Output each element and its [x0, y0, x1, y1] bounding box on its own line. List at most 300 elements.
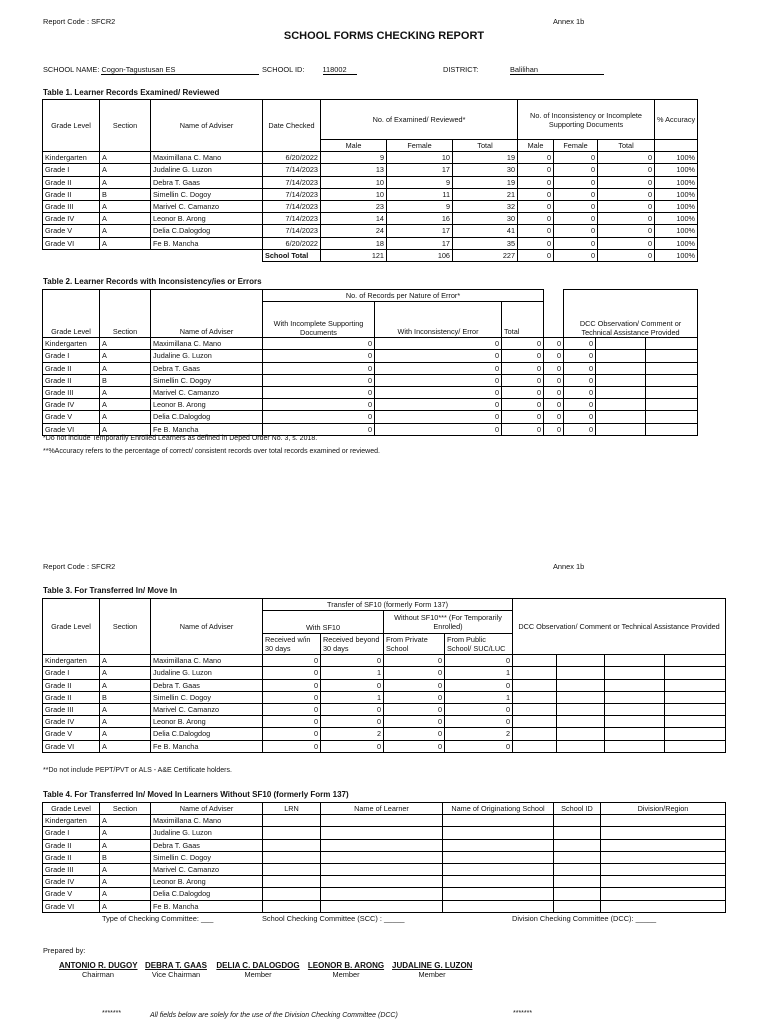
blank-cell [443, 888, 554, 900]
t2-h-nature: No. of Records per Nature of Error* [263, 290, 544, 302]
date-cell: 7/14/2023 [263, 176, 321, 188]
blank-cell [557, 667, 605, 679]
table-row [43, 716, 726, 728]
value-cell-c: 0 [384, 740, 445, 752]
blank-cell [557, 655, 605, 667]
school-name-value: Cogon-Tagustusan ES [101, 65, 259, 75]
adviser-cell: Simellin C. Dogoy [151, 188, 263, 200]
grade-cell: Grade II [43, 176, 100, 188]
district-label: DISTRICT: [443, 65, 479, 74]
value-cell-m: 10 [321, 176, 387, 188]
value-cell-v1: 0 [263, 386, 375, 398]
table-row [43, 423, 698, 435]
table2-caption: Table 2. Learner Records with Inconsistency/ies or Errors [43, 277, 262, 286]
blank-cell [646, 411, 698, 423]
value-cell-if: 0 [554, 237, 598, 249]
value-cell-m: 10 [321, 188, 387, 200]
section-cell: B [100, 188, 151, 200]
blank-cell [601, 839, 726, 851]
adviser-cell: Debra T. Gaas [151, 679, 263, 691]
blank-cell [321, 900, 443, 912]
value-cell-v4: 0 [544, 411, 564, 423]
value-cell-it: 0 [598, 225, 655, 237]
value-cell-a: 0 [263, 728, 321, 740]
table-row [43, 839, 726, 851]
section-cell: A [100, 423, 151, 435]
section-cell: A [100, 399, 151, 411]
value-cell-b: 1 [321, 691, 384, 703]
signatory-name: JUDALINE G. LUZON [392, 961, 473, 970]
t2-h-total: Total [502, 302, 544, 338]
value-cell-acc: 100% [655, 164, 698, 176]
adviser-cell: Marivel C. Camanzo [151, 863, 263, 875]
committee-dcc: Division Checking Committee (DCC): _____ [512, 914, 657, 923]
value-cell-c: 0 [384, 679, 445, 691]
value-cell-f: 11 [387, 188, 453, 200]
blank-cell [263, 851, 321, 863]
footer-stars-left: ******* [102, 1010, 122, 1017]
table-row [43, 338, 698, 350]
adviser-cell: Delia C.Dalogdog [151, 888, 263, 900]
adviser-cell: Judaline G. Luzon [151, 667, 263, 679]
grade-cell: Grade I [43, 164, 100, 176]
grade-cell: Grade IV [43, 716, 100, 728]
value-cell-v1: 0 [263, 338, 375, 350]
value-cell-v1: 0 [263, 423, 375, 435]
signatory-role: Vice Chairman [151, 970, 201, 979]
value-cell-it: 0 [598, 188, 655, 200]
blank-cell [601, 815, 726, 827]
annex-label-2: Annex 1b [553, 562, 585, 571]
table-row [43, 237, 698, 249]
signatory-role: Chairman [81, 970, 115, 979]
t4-h-adviser: Name of Adviser [151, 803, 263, 815]
blank-cell [513, 691, 557, 703]
grade-cell: Grade III [43, 200, 100, 212]
value-cell-t: 30 [453, 213, 518, 225]
table-row [43, 152, 698, 164]
value-cell-b: 0 [321, 716, 384, 728]
table-row [43, 350, 698, 362]
t2-h-section: Section [100, 290, 151, 338]
date-cell: 7/14/2023 [263, 213, 321, 225]
blank-cell [554, 839, 601, 851]
value-cell-b: 0 [321, 679, 384, 691]
grade-cell: Grade II [43, 188, 100, 200]
grade-cell: Grade II [43, 362, 100, 374]
grade-cell: Grade IV [43, 876, 100, 888]
blank-cell [605, 716, 665, 728]
value-cell-v5: 0 [564, 411, 596, 423]
value-cell-acc: 100% [655, 152, 698, 164]
grade-cell: Grade VI [43, 900, 100, 912]
value-cell-t: 32 [453, 200, 518, 212]
section-cell: A [100, 728, 151, 740]
value-cell-it: 0 [598, 213, 655, 225]
section-cell: A [100, 176, 151, 188]
section-cell: A [100, 839, 151, 851]
t4-h-school-id: School ID [554, 803, 601, 815]
grade-cell: Grade VI [43, 423, 100, 435]
section-cell: A [100, 679, 151, 691]
blank-cell [601, 863, 726, 875]
signatory-2 [141, 961, 211, 979]
table4-caption: Table 4. For Transferred In/ Moved In Learners Without SF10 (formerly Form 137) [43, 790, 349, 799]
blank-cell [554, 851, 601, 863]
blank-cell [665, 691, 726, 703]
t1-h-grade: Grade Level [43, 100, 100, 152]
section-cell: B [100, 691, 151, 703]
t3-h-section: Section [100, 599, 151, 655]
signatory-5 [392, 961, 472, 979]
value-cell-d: 1 [445, 691, 513, 703]
blank-cell [443, 827, 554, 839]
adviser-cell: Delia C.Dalogdog [151, 411, 263, 423]
blank-cell [554, 876, 601, 888]
signatory-name: LEONOR B. ARONG [307, 961, 385, 970]
t3-h-recv-beyond: Received beyond 30 days [321, 634, 384, 655]
section-cell: A [100, 815, 151, 827]
grade-cell: Grade IV [43, 213, 100, 225]
adviser-cell: Leonor B. Arong [151, 716, 263, 728]
blank-cell [601, 900, 726, 912]
total-cell-t: 227 [453, 249, 518, 261]
section-cell: A [100, 827, 151, 839]
t3-h-with-sf10: With SF10 [263, 611, 384, 634]
adviser-cell: Fe B. Mancha [151, 423, 263, 435]
total-cell-it: 0 [598, 249, 655, 261]
section-cell: A [100, 667, 151, 679]
blank-cell [596, 362, 646, 374]
section-cell: B [100, 851, 151, 863]
t4-h-section: Section [100, 803, 151, 815]
blank-cell [646, 423, 698, 435]
grade-cell: Grade VI [43, 740, 100, 752]
footer-note: All fields below are solely for the use of the Division Checking Committee (DCC) [150, 1012, 398, 1019]
adviser-cell: Leonor B. Arong [151, 876, 263, 888]
value-cell-c: 0 [384, 728, 445, 740]
total-cell-m: 121 [321, 249, 387, 261]
school-id-label: SCHOOL ID: [262, 65, 305, 74]
t3-h-grade: Grade Level [43, 599, 100, 655]
signatory-role: Member [418, 970, 446, 979]
blank-cell [601, 827, 726, 839]
value-cell-im: 0 [518, 152, 554, 164]
total-cell-acc: 100% [655, 249, 698, 261]
value-cell-c: 0 [384, 703, 445, 715]
table3-note: **Do not include PEPT/PVT or ALS - A&E Certificate holders. [43, 767, 232, 774]
value-cell-v2: 0 [375, 350, 502, 362]
value-cell-v4: 0 [544, 362, 564, 374]
section-cell: A [100, 863, 151, 875]
adviser-cell: Maximillana C. Mano [151, 655, 263, 667]
value-cell-acc: 100% [655, 188, 698, 200]
blank-cell [554, 815, 601, 827]
value-cell-c: 0 [384, 691, 445, 703]
value-cell-v4: 0 [544, 399, 564, 411]
section-cell: A [100, 900, 151, 912]
blank-cell [100, 249, 151, 261]
value-cell-b: 2 [321, 728, 384, 740]
value-cell-m: 24 [321, 225, 387, 237]
table-row [43, 876, 726, 888]
adviser-cell: Delia C.Dalogdog [151, 728, 263, 740]
value-cell-it: 0 [598, 176, 655, 188]
value-cell-if: 0 [554, 188, 598, 200]
blank-cell [605, 728, 665, 740]
blank-cell [321, 888, 443, 900]
grade-cell: Grade II [43, 374, 100, 386]
table-row [43, 900, 726, 912]
section-cell: A [100, 152, 151, 164]
date-cell: 7/14/2023 [263, 188, 321, 200]
adviser-cell: Debra T. Gaas [151, 176, 263, 188]
t1-h-itotal: Total [598, 140, 655, 152]
blank-cell [443, 876, 554, 888]
adviser-cell: Fe B. Mancha [151, 740, 263, 752]
school-name-label: SCHOOL NAME: [43, 65, 100, 74]
value-cell-it: 0 [598, 237, 655, 249]
blank-cell [665, 679, 726, 691]
t1-h-blank [655, 140, 698, 152]
value-cell-c: 0 [384, 667, 445, 679]
grade-cell: Kindergarten [43, 152, 100, 164]
table-row [43, 691, 726, 703]
section-cell: A [100, 164, 151, 176]
section-cell: A [100, 237, 151, 249]
adviser-cell: Delia C.Dalogdog [151, 225, 263, 237]
adviser-cell: Debra T. Gaas [151, 839, 263, 851]
table-row [43, 655, 726, 667]
t3-h-private: From Private School [384, 634, 445, 655]
table2-note1: *Do not include Temporarily Enrolled Learners as defined in Deped Order No. 3, s. 2018. [43, 435, 318, 442]
section-cell: A [100, 876, 151, 888]
t4-h-lrn: LRN [263, 803, 321, 815]
date-cell: 6/20/2022 [263, 237, 321, 249]
value-cell-f: 9 [387, 176, 453, 188]
value-cell-if: 0 [554, 200, 598, 212]
table-row [43, 679, 726, 691]
value-cell-v1: 0 [263, 374, 375, 386]
section-cell: A [100, 703, 151, 715]
t3-h-public: From Public School/ SUC/LUC [445, 634, 513, 655]
value-cell-im: 0 [518, 200, 554, 212]
total-cell-if: 0 [554, 249, 598, 261]
table-row [43, 740, 726, 752]
blank-cell [321, 815, 443, 827]
t1-h-examined: No. of Examined/ Reviewed* [321, 100, 518, 140]
value-cell-v4: 0 [544, 350, 564, 362]
value-cell-v2: 0 [375, 399, 502, 411]
grade-cell: Grade II [43, 851, 100, 863]
value-cell-d: 2 [445, 728, 513, 740]
section-cell: A [100, 213, 151, 225]
value-cell-v3: 0 [502, 386, 544, 398]
school-id-value: 118002 [323, 65, 357, 75]
table-row [43, 362, 698, 374]
value-cell-it: 0 [598, 164, 655, 176]
blank-cell [263, 900, 321, 912]
blank-cell [605, 740, 665, 752]
t1-h-inconsistency: No. of Inconsistency or Incomplete Supporting Documents [518, 100, 655, 140]
blank-cell [601, 851, 726, 863]
table-row [43, 888, 726, 900]
table4 [42, 802, 726, 913]
blank-cell [605, 667, 665, 679]
adviser-cell: Marivel C. Camanzo [151, 200, 263, 212]
blank-cell [321, 827, 443, 839]
value-cell-v3: 0 [502, 338, 544, 350]
value-cell-acc: 100% [655, 200, 698, 212]
value-cell-if: 0 [554, 225, 598, 237]
signatory-1 [59, 961, 137, 979]
value-cell-v3: 0 [502, 411, 544, 423]
blank-cell [443, 839, 554, 851]
value-cell-a: 0 [263, 667, 321, 679]
blank-cell [321, 876, 443, 888]
value-cell-v2: 0 [375, 423, 502, 435]
section-cell: A [100, 411, 151, 423]
adviser-cell: Maximillana C. Mano [151, 815, 263, 827]
school-total-row [43, 249, 698, 261]
date-cell: 7/14/2023 [263, 164, 321, 176]
blank-cell [596, 411, 646, 423]
blank-cell [605, 691, 665, 703]
value-cell-m: 13 [321, 164, 387, 176]
grade-cell: Grade III [43, 863, 100, 875]
value-cell-a: 0 [263, 691, 321, 703]
table3 [42, 598, 726, 753]
school-name-row [43, 65, 259, 75]
value-cell-acc: 100% [655, 225, 698, 237]
section-cell: A [100, 362, 151, 374]
grade-cell: Grade IV [43, 399, 100, 411]
blank-cell [513, 667, 557, 679]
value-cell-v4: 0 [544, 338, 564, 350]
grade-cell: Grade V [43, 225, 100, 237]
value-cell-f: 17 [387, 225, 453, 237]
value-cell-m: 18 [321, 237, 387, 249]
value-cell-v1: 0 [263, 411, 375, 423]
adviser-cell: Judaline G. Luzon [151, 350, 263, 362]
blank-cell [646, 386, 698, 398]
section-cell: A [100, 740, 151, 752]
t4-h-division: Division/Region [601, 803, 726, 815]
school-id-row [262, 65, 357, 75]
t1-h-imale: Male [518, 140, 554, 152]
grade-cell: Grade I [43, 667, 100, 679]
blank-cell [513, 679, 557, 691]
blank-cell [665, 740, 726, 752]
blank-cell [321, 863, 443, 875]
value-cell-t: 35 [453, 237, 518, 249]
total-cell-im: 0 [518, 249, 554, 261]
t3-h-transfer: Transfer of SF10 (formerly Form 137) [263, 599, 513, 611]
report-code-2: Report Code : SFCR2 [43, 562, 116, 571]
table-row [43, 667, 726, 679]
value-cell-f: 10 [387, 152, 453, 164]
table-row [43, 176, 698, 188]
blank-cell [557, 716, 605, 728]
date-cell: 7/14/2023 [263, 225, 321, 237]
adviser-cell: Maximillana C. Mano [151, 338, 263, 350]
t2-h-incomplete: With Incomplete Supporting Documents [263, 302, 375, 338]
value-cell-d: 0 [445, 703, 513, 715]
value-cell-v4: 0 [544, 374, 564, 386]
value-cell-a: 0 [263, 716, 321, 728]
value-cell-it: 0 [598, 200, 655, 212]
grade-cell: Kindergarten [43, 338, 100, 350]
blank-cell [605, 703, 665, 715]
value-cell-a: 0 [263, 740, 321, 752]
value-cell-d: 0 [445, 740, 513, 752]
adviser-cell: Simellin C. Dogoy [151, 851, 263, 863]
adviser-cell: Fe B. Mancha [151, 237, 263, 249]
t2-h-gap [544, 290, 564, 338]
value-cell-v1: 0 [263, 362, 375, 374]
value-cell-f: 17 [387, 237, 453, 249]
date-cell: 6/20/2022 [263, 152, 321, 164]
blank-cell [554, 888, 601, 900]
table-row [43, 399, 698, 411]
t3-h-recv-within: Received w/in 30 days [263, 634, 321, 655]
blank-cell [596, 386, 646, 398]
signatory-name: ANTONIO R. DUGOY [59, 961, 138, 970]
blank-cell [557, 691, 605, 703]
section-cell: A [100, 338, 151, 350]
blank-cell [605, 679, 665, 691]
value-cell-v5: 0 [564, 399, 596, 411]
blank-cell [263, 863, 321, 875]
adviser-cell: Leonor B. Arong [151, 399, 263, 411]
blank-cell [601, 876, 726, 888]
table-row [43, 188, 698, 200]
value-cell-f: 9 [387, 200, 453, 212]
date-cell: 7/14/2023 [263, 200, 321, 212]
table2-note2: **%Accuracy refers to the percentage of correct/ consistent records over total records examined or reviewed. [43, 448, 380, 455]
blank-cell [554, 900, 601, 912]
t1-h-male: Male [321, 140, 387, 152]
blank-cell [554, 827, 601, 839]
t1-h-accuracy: % Accuracy [655, 100, 698, 140]
school-total-label: School Total [263, 249, 321, 261]
committee-type: Type of Checking Committee: ___ [102, 914, 214, 923]
adviser-cell: Simellin C. Dogoy [151, 374, 263, 386]
value-cell-c: 0 [384, 655, 445, 667]
value-cell-v5: 0 [564, 374, 596, 386]
value-cell-a: 0 [263, 655, 321, 667]
blank-cell [513, 703, 557, 715]
value-cell-if: 0 [554, 164, 598, 176]
blank-cell [596, 374, 646, 386]
section-cell: A [100, 350, 151, 362]
table-row [43, 200, 698, 212]
value-cell-im: 0 [518, 237, 554, 249]
table-row [43, 851, 726, 863]
value-cell-v1: 0 [263, 350, 375, 362]
value-cell-v3: 0 [502, 362, 544, 374]
value-cell-f: 17 [387, 164, 453, 176]
committee-scc: School Checking Committee (SCC) : _____ [262, 914, 405, 923]
value-cell-v4: 0 [544, 423, 564, 435]
grade-cell: Grade V [43, 728, 100, 740]
t3-h-dcc: DCC Observation/ Comment or Technical Assistance Provided [513, 599, 726, 655]
value-cell-v5: 0 [564, 338, 596, 350]
t1-h-date: Date Checked [263, 100, 321, 152]
section-cell: A [100, 716, 151, 728]
value-cell-a: 0 [263, 703, 321, 715]
adviser-cell: Debra T. Gaas [151, 362, 263, 374]
